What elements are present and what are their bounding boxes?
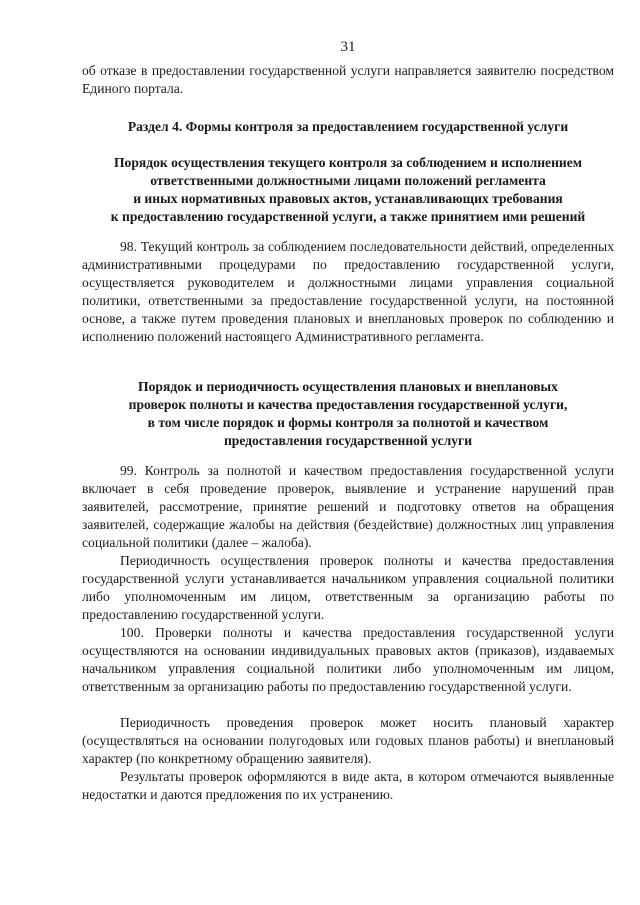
paragraph-inspection-nature: Периодичность проведения проверок может носить плановый характер (осуществляться на основании полугодовых или годовых планов работы) и внеплановый характер (по конкретному обращению заявителя). — [82, 715, 614, 766]
subheading-line: проверок полноты и качества предоставления государственной услуги, — [128, 397, 568, 412]
paragraph-results: Результаты проверок оформляются в виде акта, в котором отмечаются выявленные недостатки и даются предложения по их устранению. — [82, 769, 614, 802]
subheading-line: и иных нормативных правовых актов, устанавливающих требования — [133, 191, 563, 206]
subheading-line: в том числе порядок и формы контроля за полнотой и качеством — [147, 415, 549, 430]
page-number: 31 — [340, 39, 356, 55]
subheading-line: к предоставлению государственной услуги, а также принятием ими решений — [110, 209, 586, 224]
subheading-current-control — [82, 154, 614, 226]
subheading-periodicity — [82, 378, 614, 450]
paragraph-98: 98. Текущий контроль за соблюдением последовательности действий, определенных административными процедурами по предоставлению государственной услуги, осуществляется руководителем и должностными лицами управления социальной политики, ответственными за предоставление государственной услуги, на постоянной основе, а также путем проведения плановых и внеплановых проверок по соблюдению и исполнению положений настоящего Административного регламента. — [82, 239, 614, 344]
paragraph-99: 99. Контроль за полнотой и качеством предоставления государственной услуги включает в себя проведение проверок, выявление и устранение нарушений прав заявителей, рассмотрение, принятие решений и подготовку ответов на обращения заявителей, содержащие жалобы на действия (бездействие) должностных лиц управления социальной политики (далее – жалоба). — [82, 463, 614, 550]
paragraph-periodicity: Периодичность осуществления проверок полноты и качества предоставления государственной услуги устанавливается начальником управления социальной политики либо уполномоченным им лицом, ответственным за организацию работы по предоставлению государственной услуги. — [82, 553, 614, 622]
subheading-line: предоставления государственной услуги — [223, 433, 473, 448]
subheading-line: Порядок осуществления текущего контроля за соблюдением и исполнением — [113, 155, 583, 170]
intro-paragraph: об отказе в предоставлении государственной услуги направляется заявителю посредством Единого портала. — [82, 63, 614, 96]
subheading-line: ответственными должностными лицами положений регламента — [150, 173, 546, 188]
paragraph-100: 100. Проверки полноты и качества предоставления государственной услуги осуществляются на основании индивидуальных правовых актов (приказов), издаваемых начальником управления социальной политики либо уполномоченным им лицом, ответственным за организацию работы по предоставлению государственной услуги. — [82, 625, 614, 694]
section-title: Раздел 4. Формы контроля за предоставлением государственной услуги — [127, 119, 569, 134]
subheading-line: Порядок и периодичность осуществления плановых и внеплановых — [138, 379, 558, 394]
